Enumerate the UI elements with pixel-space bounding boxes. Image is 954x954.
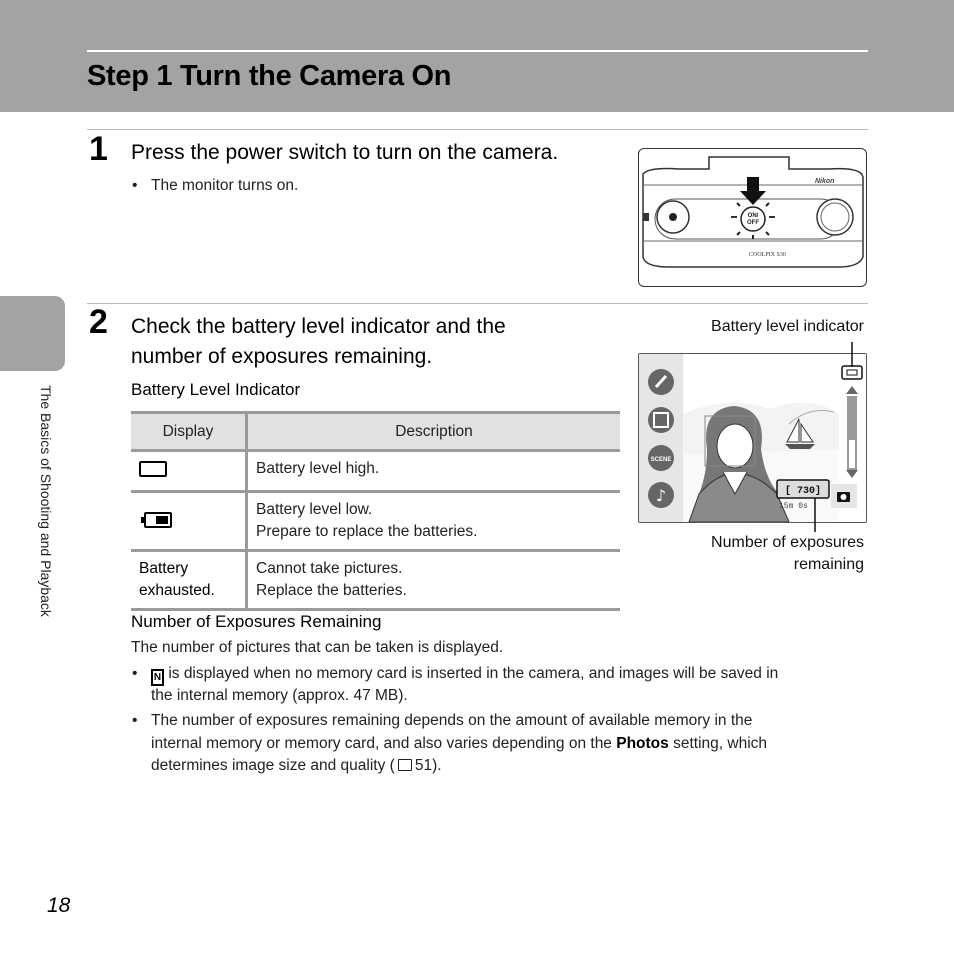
camera-top-view	[639, 149, 866, 286]
camera-screen-illustration	[638, 353, 867, 523]
row3-desc-line1: Cannot take pictures.	[256, 560, 403, 577]
monitor-scene	[639, 354, 866, 522]
table-cell-description	[247, 492, 621, 551]
photos-setting-name: Photos	[616, 735, 669, 752]
row3-desc-line2: Replace the batteries.	[256, 582, 407, 599]
step1-instruction: Press the power switch to turn on the camera.	[131, 141, 559, 164]
battery-table	[131, 411, 620, 611]
bullet-dot: •	[132, 712, 138, 729]
side-tab	[0, 296, 65, 371]
svg-text:Nikon: Nikon	[815, 178, 835, 185]
exposures-bullet-text2: internal memory or memory card, and also varies depending on the	[151, 735, 612, 752]
battery-indicator-icon	[842, 366, 862, 379]
zoom-slider-icon	[846, 386, 858, 478]
internal-memory-icon: N	[151, 669, 164, 686]
table-header-display: Display	[131, 413, 247, 451]
step2-instruction-line1: Check the battery level indicator and the	[131, 315, 506, 338]
table-row	[131, 492, 620, 551]
step1-bullet	[132, 175, 299, 197]
svg-text:♪: ♪	[655, 486, 667, 505]
memory-bullet	[132, 663, 871, 686]
battery-level-caption: Battery level indicator	[711, 318, 864, 335]
row2-desc-line2: Prepare to replace the batteries.	[256, 523, 478, 540]
exposure-counter: [ 730]	[784, 486, 822, 497]
step2-rule	[87, 303, 868, 304]
step2-instruction-line2: number of exposures remaining.	[131, 345, 433, 368]
bullet-dot: •	[132, 177, 138, 194]
battery-low-icon	[144, 512, 172, 528]
table-cell-display	[131, 492, 247, 551]
exposures-text: The number of pictures that can be taken is displayed.	[131, 639, 504, 656]
exposures-caption-line2: remaining	[793, 556, 864, 573]
header-band	[0, 0, 954, 112]
table-row	[131, 551, 620, 610]
table-cell-description	[247, 451, 621, 492]
exposures-bullet-text4: determines image size and quality (	[151, 757, 395, 774]
exposures-bullet-line3	[151, 755, 442, 777]
step1-number: 1	[89, 130, 108, 168]
table-header-row	[131, 413, 620, 451]
row3-display-line2: exhausted.	[139, 582, 215, 599]
row2-desc-line1: Battery level low.	[256, 501, 373, 518]
memory-bullet-line2: the internal memory (approx. 47 MB).	[151, 687, 408, 704]
memory-bullet-text: is displayed when no memory card is inserted in the camera, and images will be saved in	[168, 665, 779, 682]
scene-mode-icon	[648, 445, 674, 471]
power-switch-icon	[741, 207, 765, 231]
step1-rule	[87, 129, 868, 130]
exposures-caption-line1: Number of exposures	[711, 534, 864, 551]
row1-desc: Battery level high.	[256, 460, 380, 477]
exposures-heading: Number of Exposures Remaining	[131, 612, 382, 631]
camera-mode-icon	[831, 484, 857, 508]
svg-text:OFF: OFF	[747, 220, 759, 226]
step1-bullet-text: The monitor turns on.	[151, 177, 299, 194]
memory-readout: 15m 0s	[779, 502, 808, 511]
svg-text:COOLPIX S30: COOLPIX S30	[749, 252, 786, 258]
book-reference-icon	[398, 759, 412, 771]
battery-full-icon	[139, 461, 167, 477]
table-cell-description	[247, 551, 621, 610]
exposures-bullet-line2	[151, 733, 767, 755]
exposures-bullet-line1	[132, 710, 753, 732]
battery-heading: Battery Level Indicator	[131, 380, 301, 399]
bullet-dot: •	[132, 665, 138, 682]
row3-display-line1: Battery	[139, 560, 189, 577]
table-cell-display	[131, 451, 247, 492]
side-tab-label: The Basics of Shooting and Playback	[38, 385, 54, 617]
svg-text:SCENE: SCENE	[650, 457, 672, 463]
svg-text:ON/: ON/	[747, 213, 759, 219]
step2-number: 2	[89, 303, 108, 341]
table-cell-display	[131, 551, 247, 610]
table-row	[131, 451, 620, 492]
camera-illustration	[638, 148, 867, 287]
exposures-caption	[640, 532, 864, 576]
exposures-bullet-text3: setting, which	[673, 735, 768, 752]
page-title: Step 1 Turn the Camera On	[87, 60, 452, 92]
self-timer-icon	[648, 407, 674, 433]
page-number: 18	[47, 894, 71, 917]
page-reference-link[interactable]: 51).	[414, 757, 442, 774]
exposures-bullet-text1: The number of exposures remaining depends on the amount of available memory in the	[151, 712, 753, 729]
touch-shooting-icon	[648, 369, 674, 395]
header-rule	[87, 50, 868, 52]
table-header-description: Description	[247, 413, 621, 451]
music-note-icon	[648, 482, 674, 508]
